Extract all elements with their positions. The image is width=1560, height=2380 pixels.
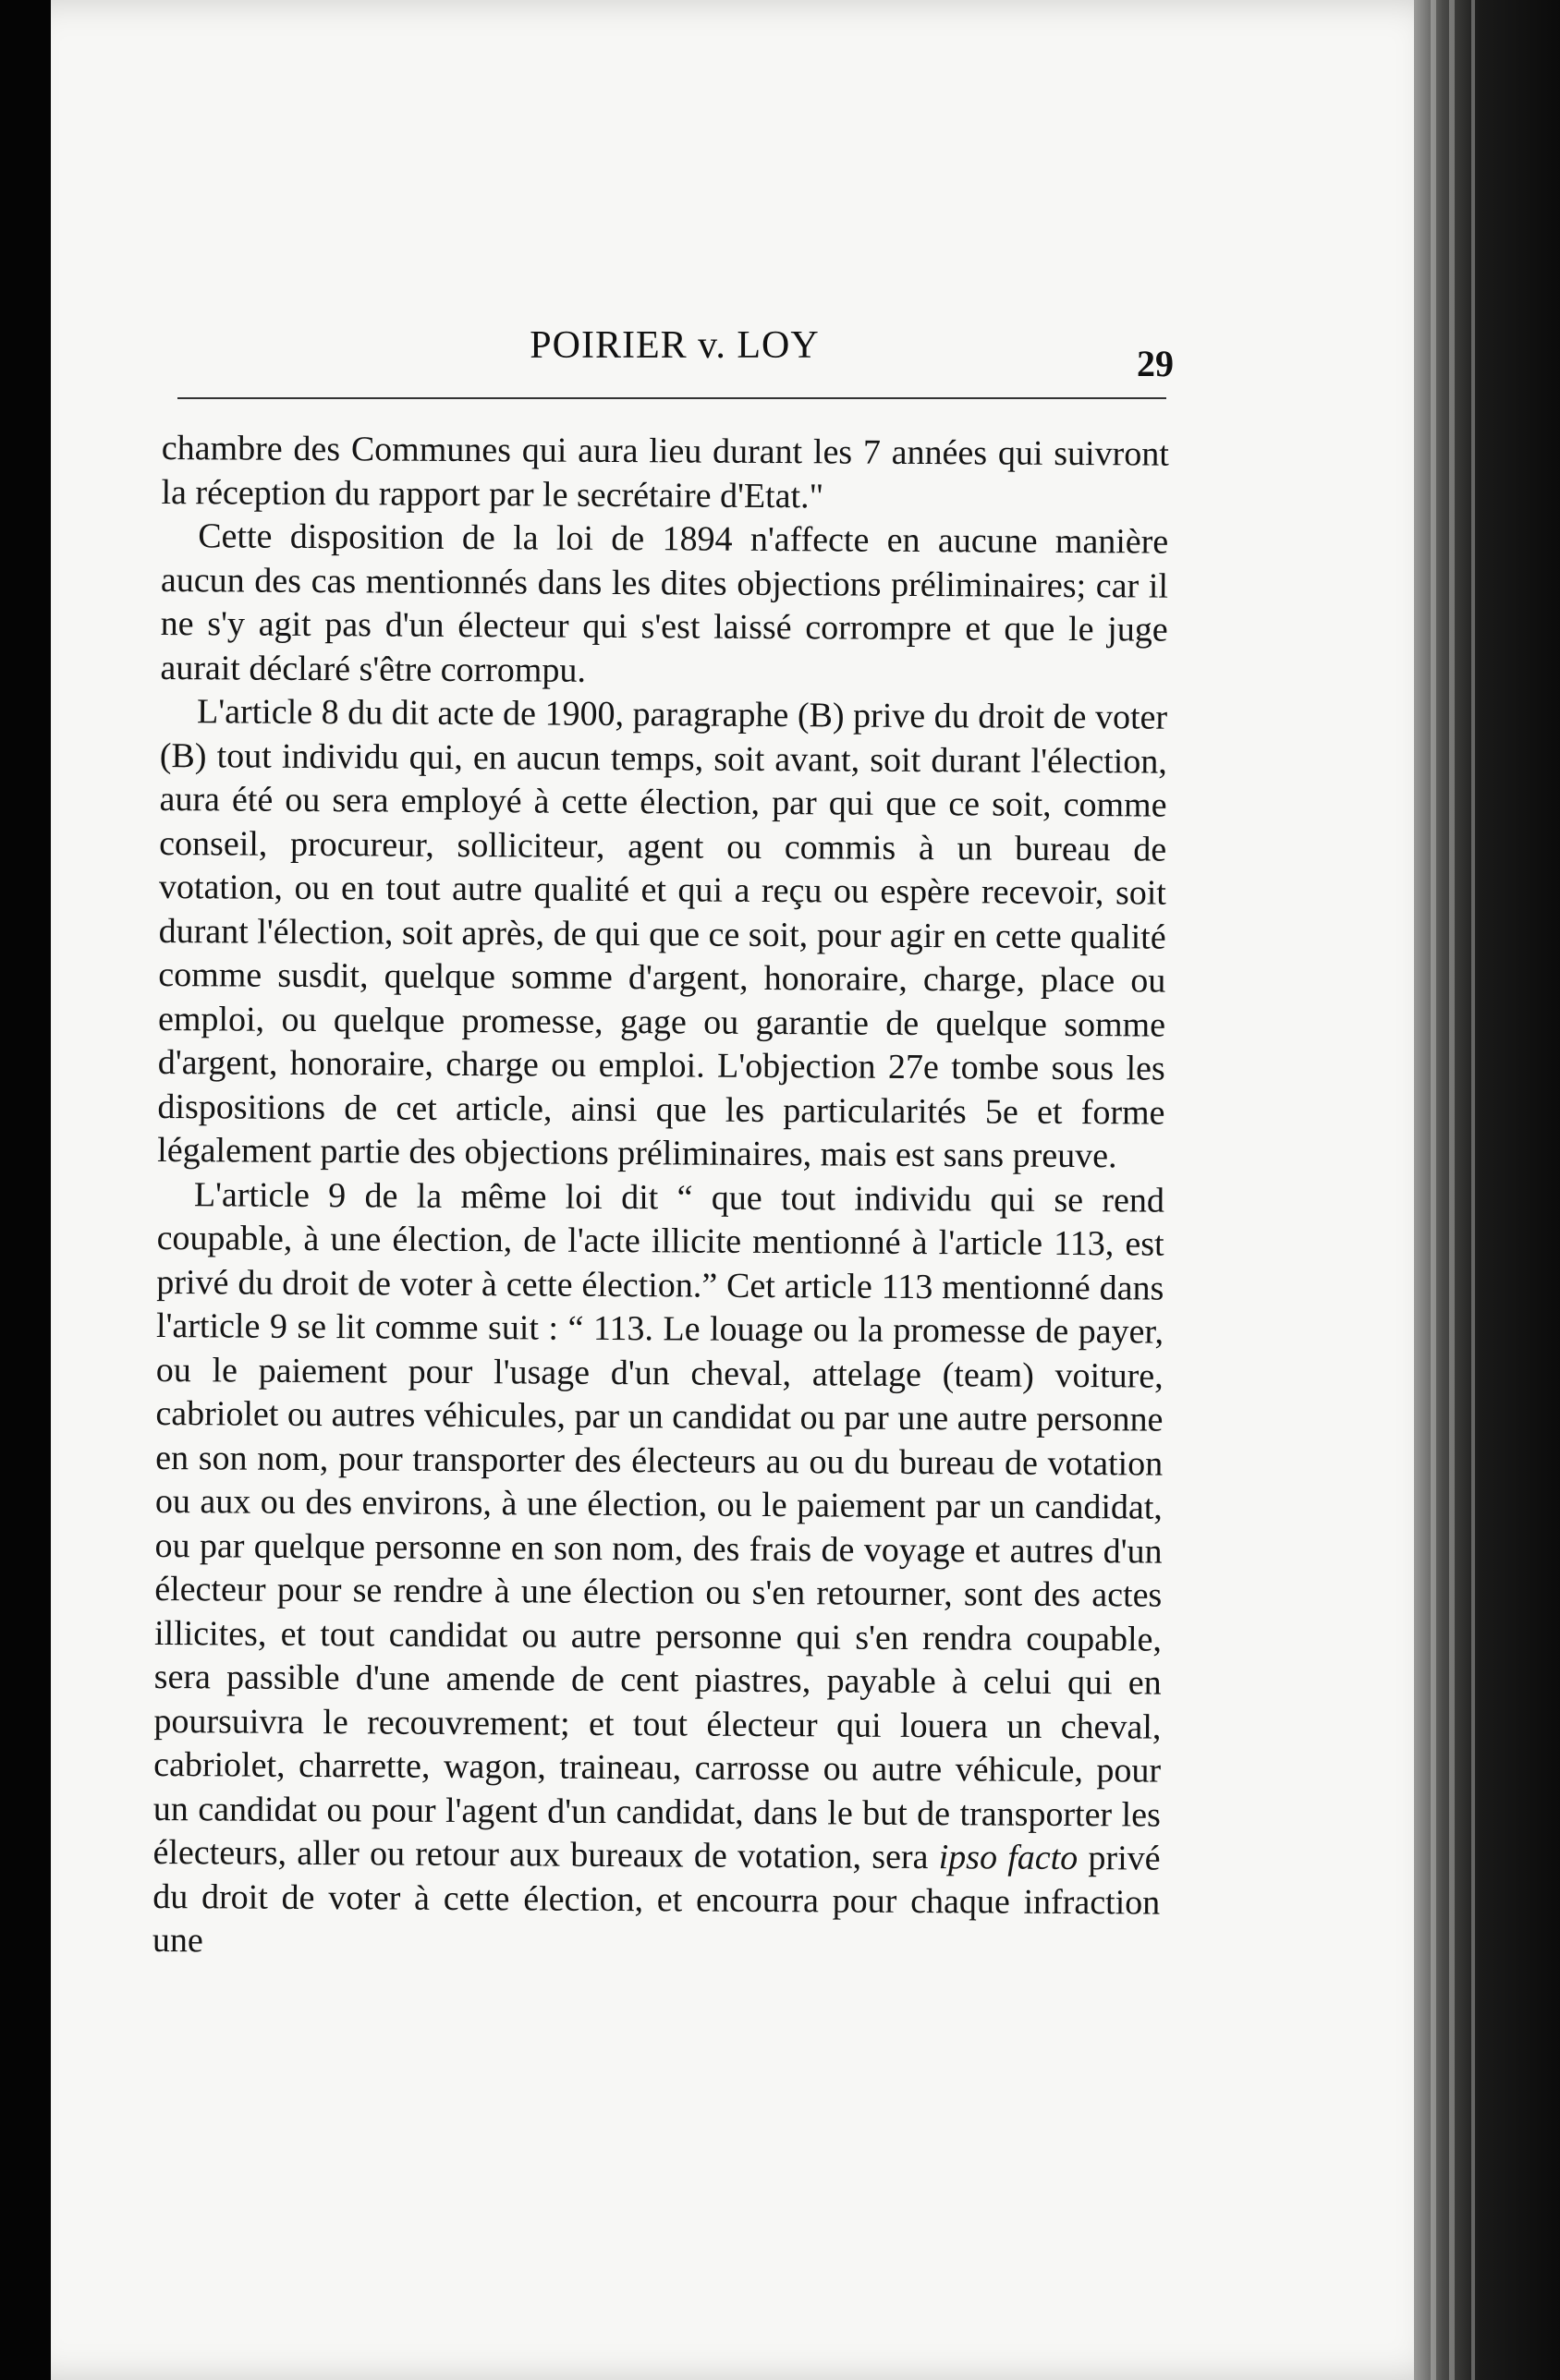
body-text [152,427,1169,1969]
paragraph-text: privé du droit de voter à cette élection, et encourra pour chaque infraction une [152,1839,1161,1961]
page-edge-strip [1431,0,1436,2380]
book-spine-edge [1414,0,1560,2380]
scan-left-border [0,0,55,2380]
paragraph-text: chambre des Communes qui aura lieu durant les 7 années qui suivront la réception du rapport par le secrétaire d'Etat." [161,428,1169,516]
header-rule [177,397,1166,399]
paragraph [161,427,1169,521]
running-title: POIRIER v. LOY [530,324,820,367]
paragraph [160,515,1168,697]
page-number: 29 [1137,343,1174,384]
paragraph-text: L'article 9 de la même loi dit “ que tout individu qui se rend coupable, à une élection, de l'acte illicite mentionné à l'article 113, est privé du droit de voter à cette élection.” Cet article 113 mentionné dans l'article 9 se lit comme suit : “ 113. Le louage ou la promesse de payer, ou le paiement pour l'usage d'un cheval, attelage (team) voiture, cabriolet ou autres véhicules, par un candidat ou par une autre personne en son nom, pour transporter des électeurs au ou du bureau de votation ou aux ou des environs, à une élection, ou le paiement par un candidat, ou par quelque personne en son nom, des frais de voyage et autres d'un électeur pour se rendre à une élection ou s'en retourner, sont des actes illicites, et tout candidat ou autre personne qui s'en rendra coupable, sera passible d'une amende de cent piastres, payable à celui qui en poursuivra le recouvrement; et tout électeur qui louera un cheval, cabriolet, charrette, wagon, traineau, carrosse ou autre véhicule, pour un candidat ou pour l'agent d'un candidat, dans le but de transporter les électeurs, aller ou retour aux bureaux de votation, sera [152,1174,1165,1877]
paragraph-text: Cette disposition de la loi de 1894 n'affecte en aucune manière aucun des cas mentionnés dans les dites objections préliminaires; car il ne s'y agit pas d'un électeur qui s'est laissé corrompre et que le juge aurait déclaré s'être corrompu. [160,516,1169,690]
paragraph-text: L'article 8 du dit acte de 1900, paragraphe (B) prive du droit de voter (B) tout individu qui, en aucun temps, soit avant, soit durant l'élection, aura été ou sera employé à cette élection, par qui que ce soit, comme conseil, procureur, solliciteur, agent ou commis à un bureau de votation, ou en tout autre qualité et qui a reçu ou espère recevoir, soit durant l'élection, soit après, de qui que ce soit, pour agir en cette qualité comme susdit, quelque somme d'argent, honoraire, charge, place ou emploi, ou quelque promesse, gage ou garantie de quelque somme d'argent, honoraire, charge ou emploi. L'objection 27e tombe sous les dispositions de cet article, ainsi que les particularités 5e et forme légalement partie des objections préliminaires, mais est sans preuve. [157,692,1168,1176]
paragraph [152,1172,1164,1969]
italic-phrase: ipso facto [938,1838,1079,1878]
page-header [176,323,1174,384]
paragraph [157,690,1167,1179]
page-edge-strip [1471,0,1475,2380]
page-edge-strip [1449,0,1455,2380]
